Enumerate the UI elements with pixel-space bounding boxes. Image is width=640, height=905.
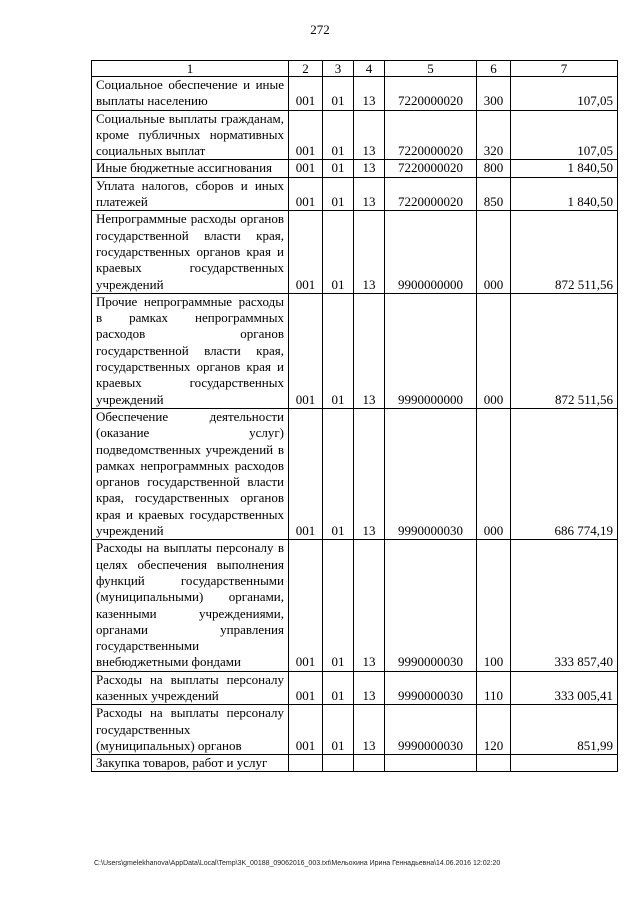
target-article-code: 9990000030 xyxy=(385,671,477,705)
expense-type-code: 800 xyxy=(477,160,511,177)
subsection-code xyxy=(354,755,385,772)
header-cell-2: 2 xyxy=(289,61,323,77)
section-code: 01 xyxy=(323,540,354,671)
expense-type-code: 850 xyxy=(477,177,511,211)
header-cell-3: 3 xyxy=(323,61,354,77)
amount: 1 840,50 xyxy=(511,160,618,177)
amount: 1 840,50 xyxy=(511,177,618,211)
expense-name: Расходы на выплаты персоналу казенных учреждений xyxy=(92,671,289,705)
target-article-code: 9990000030 xyxy=(385,705,477,755)
expense-name: Расходы на выплаты персоналу в целях обеспечения выполнения функций государственными (муниципальными) органами, казенными учреждениями, органами управления государственными внебюджетными фондами xyxy=(92,540,289,671)
expense-type-code: 110 xyxy=(477,671,511,705)
budget-table xyxy=(91,60,618,772)
header-row xyxy=(92,61,618,77)
subsection-code: 13 xyxy=(354,293,385,408)
expense-name: Закупка товаров, работ и услуг xyxy=(92,755,289,772)
expense-name: Обеспечение деятельности (оказание услуг) подведомственных учреждений в рамках непрограммных расходов органов государственной власти края, государственных органов края и краевых государственных учреждений xyxy=(92,408,289,539)
expense-name: Социальное обеспечение и иные выплаты населению xyxy=(92,77,289,111)
ministry-code: 001 xyxy=(289,177,323,211)
expense-type-code: 000 xyxy=(477,408,511,539)
ministry-code xyxy=(289,755,323,772)
section-code: 01 xyxy=(323,110,354,160)
target-article-code: 9990000030 xyxy=(385,540,477,671)
subsection-code: 13 xyxy=(354,540,385,671)
expense-type-code: 320 xyxy=(477,110,511,160)
ministry-code: 001 xyxy=(289,211,323,293)
ministry-code: 001 xyxy=(289,671,323,705)
table-row xyxy=(92,540,618,671)
subsection-code: 13 xyxy=(354,705,385,755)
table-row xyxy=(92,671,618,705)
expense-name: Уплата налогов, сборов и иных платежей xyxy=(92,177,289,211)
expense-type-code xyxy=(477,755,511,772)
section-code: 01 xyxy=(323,705,354,755)
header-cell-6: 6 xyxy=(477,61,511,77)
ministry-code: 001 xyxy=(289,408,323,539)
target-article-code: 7220000020 xyxy=(385,77,477,111)
amount: 107,05 xyxy=(511,110,618,160)
section-code: 01 xyxy=(323,177,354,211)
expense-name: Непрограммные расходы органов государственной власти края, государственных органов края и краевых государственных учреждений xyxy=(92,211,289,293)
table-row xyxy=(92,110,618,160)
expense-name: Социальные выплаты гражданам, кроме публичных нормативных социальных выплат xyxy=(92,110,289,160)
header-cell-7: 7 xyxy=(511,61,618,77)
subsection-code: 13 xyxy=(354,177,385,211)
ministry-code: 001 xyxy=(289,160,323,177)
header-cell-1: 1 xyxy=(92,61,289,77)
expense-name: Иные бюджетные ассигнования xyxy=(92,160,289,177)
target-article-code: 9990000030 xyxy=(385,408,477,539)
table-row xyxy=(92,177,618,211)
page-number: 272 xyxy=(310,22,330,37)
amount: 872 511,56 xyxy=(511,211,618,293)
section-code: 01 xyxy=(323,408,354,539)
table-row xyxy=(92,293,618,408)
expense-type-code: 100 xyxy=(477,540,511,671)
subsection-code: 13 xyxy=(354,408,385,539)
amount: 333 005,41 xyxy=(511,671,618,705)
table-row xyxy=(92,408,618,539)
table-row xyxy=(92,755,618,772)
target-article-code: 9990000000 xyxy=(385,293,477,408)
target-article-code: 7220000020 xyxy=(385,110,477,160)
amount: 107,05 xyxy=(511,77,618,111)
section-code: 01 xyxy=(323,160,354,177)
subsection-code: 13 xyxy=(354,211,385,293)
expense-type-code: 000 xyxy=(477,211,511,293)
ministry-code: 001 xyxy=(289,540,323,671)
section-code xyxy=(323,755,354,772)
section-code: 01 xyxy=(323,211,354,293)
expense-name: Расходы на выплаты персоналу государственных (муниципальных) органов xyxy=(92,705,289,755)
amount: 872 511,56 xyxy=(511,293,618,408)
table-row xyxy=(92,211,618,293)
subsection-code: 13 xyxy=(354,77,385,111)
subsection-code: 13 xyxy=(354,671,385,705)
table-row xyxy=(92,77,618,111)
subsection-code: 13 xyxy=(354,160,385,177)
header-cell-5: 5 xyxy=(385,61,477,77)
section-code: 01 xyxy=(323,77,354,111)
target-article-code xyxy=(385,755,477,772)
table-row xyxy=(92,160,618,177)
ministry-code: 001 xyxy=(289,293,323,408)
target-article-code: 9900000000 xyxy=(385,211,477,293)
section-code: 01 xyxy=(323,671,354,705)
ministry-code: 001 xyxy=(289,77,323,111)
header-cell-4: 4 xyxy=(354,61,385,77)
amount: 686 774,19 xyxy=(511,408,618,539)
table-row xyxy=(92,705,618,755)
expense-name: Прочие непрограммные расходы в рамках непрограммных расходов органов государственной власти края, государственных органов края и краевых государственных учреждений xyxy=(92,293,289,408)
target-article-code: 7220000020 xyxy=(385,160,477,177)
target-article-code: 7220000020 xyxy=(385,177,477,211)
amount: 333 857,40 xyxy=(511,540,618,671)
ministry-code: 001 xyxy=(289,705,323,755)
file-path-footer: C:\Users\gmelekhanova\AppData\Local\Temp\3K_00188_09062016_003.txt\Мельохина Ирина Геннадьевна\14.06.2016 12:02:20 xyxy=(94,860,501,867)
amount xyxy=(511,755,618,772)
ministry-code: 001 xyxy=(289,110,323,160)
subsection-code: 13 xyxy=(354,110,385,160)
amount: 851,99 xyxy=(511,705,618,755)
expense-type-code: 300 xyxy=(477,77,511,111)
expense-type-code: 000 xyxy=(477,293,511,408)
expense-type-code: 120 xyxy=(477,705,511,755)
section-code: 01 xyxy=(323,293,354,408)
